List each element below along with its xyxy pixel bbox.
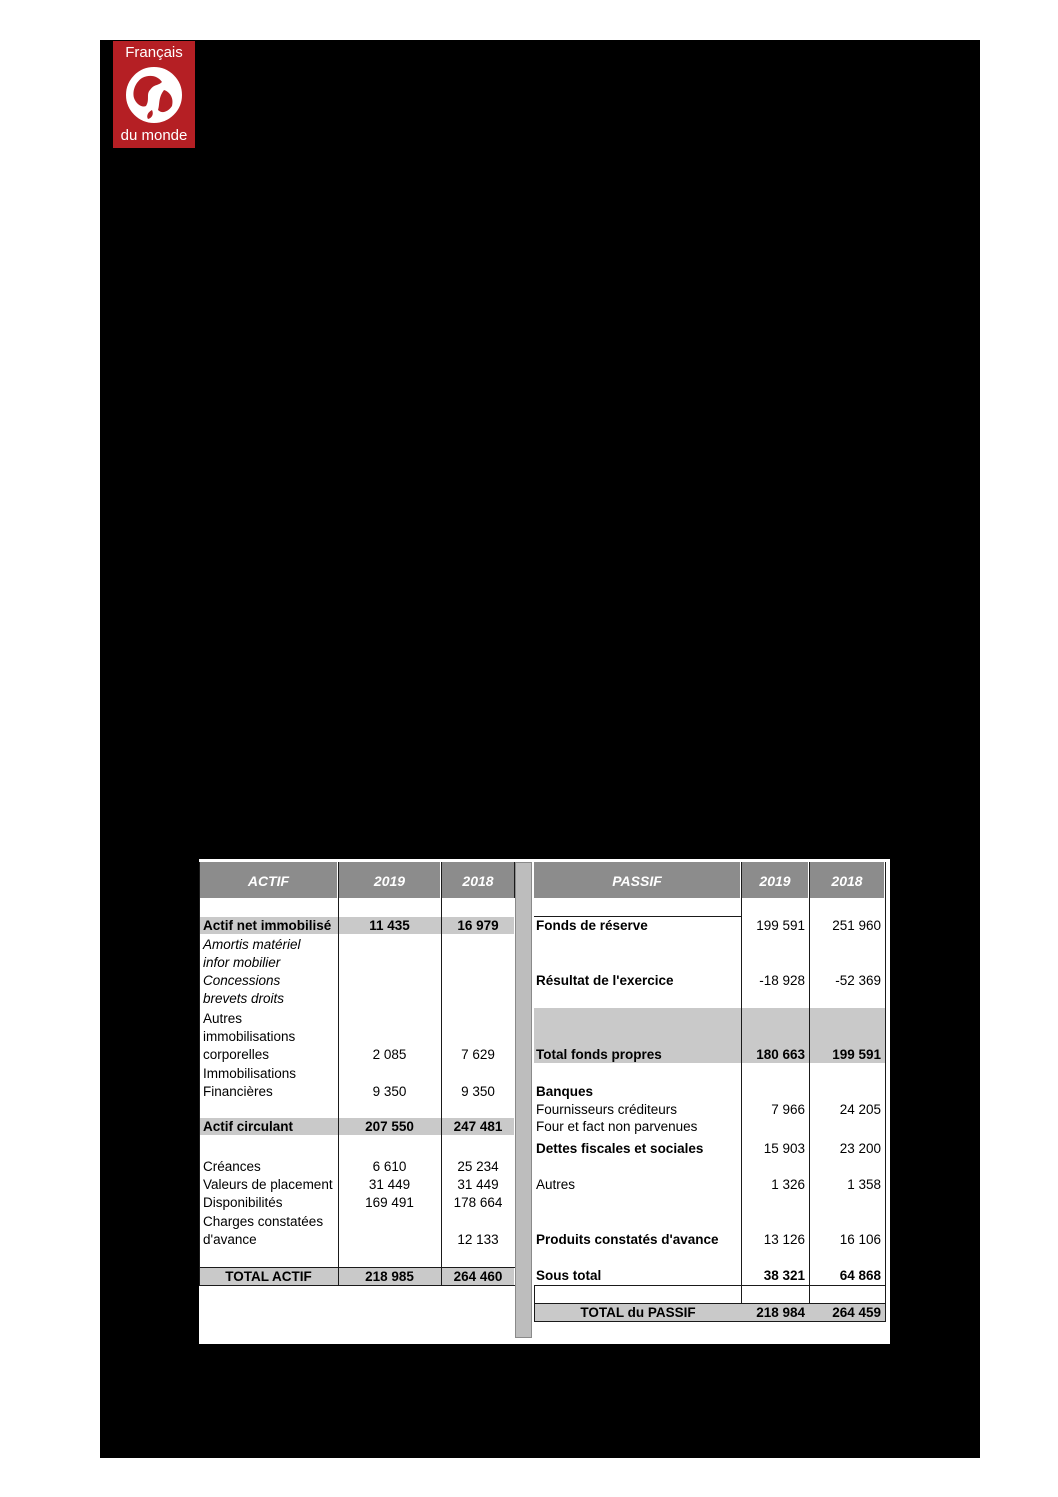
dispo-2019: 169 491 [365,1195,414,1210]
total-passif-2018: 264 459 [832,1305,881,1320]
actif-circulant-2019: 207 550 [365,1119,414,1134]
fonds-propres-label: Total fonds propres [536,1047,662,1062]
actif-circulant-label: Actif circulant [203,1119,294,1134]
autres-2018: 1 358 [847,1177,881,1192]
amortis-label-1: Amortis matériel [203,937,301,952]
dispo-label: Disponibilités [203,1195,283,1210]
sous-total-label: Sous total [536,1268,602,1283]
immo-fin-2018: 9 350 [461,1084,495,1099]
francais-du-monde-logo [113,41,195,148]
resultat-label: Résultat de l'exercice [536,973,674,988]
amortis-label-2: infor mobilier [203,955,281,970]
charges-label-2: d'avance [203,1232,257,1247]
passif-header-2019: 2019 [759,873,791,889]
fonds-propres-2019: 180 663 [756,1047,805,1062]
passif-header-label: PASSIF [612,873,662,889]
passif-header-2019-cell [742,862,808,898]
banques-label: Banques [536,1084,594,1099]
creances-label: Créances [203,1159,261,1174]
dettes-2018: 23 200 [839,1141,881,1156]
produits-2019: 13 126 [763,1232,805,1247]
passif-table [534,859,886,1344]
fournisseurs-label: Fournisseurs créditeurs [536,1102,678,1117]
resultat-2018: -52 369 [835,973,881,988]
logo-line2: du monde [120,127,188,144]
placement-2018: 31 449 [457,1177,499,1192]
autres-immo-2019: 2 085 [372,1047,407,1062]
globe-icon [124,64,184,126]
actif-table [199,859,515,1344]
actif-immobilise-2018: 16 979 [457,918,499,933]
fonds-reserve-2018: 251 960 [832,918,881,933]
actif-header-label-cell [200,862,337,898]
dettes-2019: 15 903 [763,1141,805,1156]
immo-fin-label-2: Financières [203,1084,273,1099]
autres-immo-label-3: corporelles [203,1047,270,1062]
fournisseurs-2019: 7 966 [771,1102,805,1117]
total-actif-label: TOTAL ACTIF [225,1269,312,1284]
actif-immobilise-label: Actif net immobilisé [203,918,332,933]
produits-label: Produits constatés d'avance [536,1232,719,1247]
immo-fin-2019: 9 350 [372,1084,407,1099]
logo-line1: Français [125,44,183,61]
immo-fin-label-1: Immobilisations [203,1066,297,1081]
fonds-propres-2018: 199 591 [832,1047,881,1062]
column-separator [515,862,532,1338]
total-passif-label: TOTAL du PASSIF [580,1305,696,1320]
autres-immo-label-1: Autres [203,1011,243,1026]
passif-header-label-cell [534,862,740,898]
actif-immobilise-2019: 11 435 [369,918,410,933]
actif-header-2018-cell [442,862,514,898]
fonds-reserve-label: Fonds de réserve [536,918,648,933]
charges-2018: 12 133 [457,1232,499,1247]
sous-total-2018: 64 868 [839,1268,881,1283]
passif-right-border [885,862,886,1322]
produits-2018: 16 106 [839,1232,881,1247]
autres-2019: 1 326 [771,1177,805,1192]
concessions-label-2: brevets droits [203,991,285,1006]
creances-2019: 6 610 [372,1159,407,1174]
fonds-reserve-2019: 199 591 [756,918,805,933]
sous-total-2019: 38 321 [763,1268,805,1283]
resultat-2019: -18 928 [759,973,805,988]
fournisseurs-2018: 24 205 [839,1102,881,1117]
balance-sheet [199,859,890,1344]
total-actif-2019: 218 985 [365,1269,414,1284]
autres-immo-2018: 7 629 [461,1047,495,1062]
autres-immo-label-2: immobilisations [203,1029,296,1044]
passif-header-2018-cell [810,862,884,898]
actif-left-border [199,862,200,1285]
charges-label-1: Charges constatées [203,1214,324,1229]
placement-2019: 31 449 [368,1177,411,1192]
autres-label: Autres [536,1177,576,1192]
placement-label: Valeurs de placement [203,1177,333,1192]
actif-header-2018: 2018 [462,873,494,889]
sous-total-bottom-line [534,1285,886,1286]
four-fact-label: Four et fact non parvenues [536,1119,698,1134]
dettes-label: Dettes fiscales et sociales [536,1141,704,1156]
creances-2018: 25 234 [457,1159,499,1174]
actif-header-2019-cell [339,862,440,898]
concessions-label-1: Concessions [203,973,281,988]
actif-header-2019: 2019 [373,873,406,889]
actif-header-label: ACTIF [247,873,290,889]
passif-header-2018: 2018 [831,873,863,889]
dispo-2018: 178 664 [453,1195,503,1210]
total-actif-2018: 264 460 [453,1269,503,1284]
actif-circulant-2018: 247 481 [453,1119,503,1134]
total-passif-2019: 218 984 [756,1305,805,1320]
